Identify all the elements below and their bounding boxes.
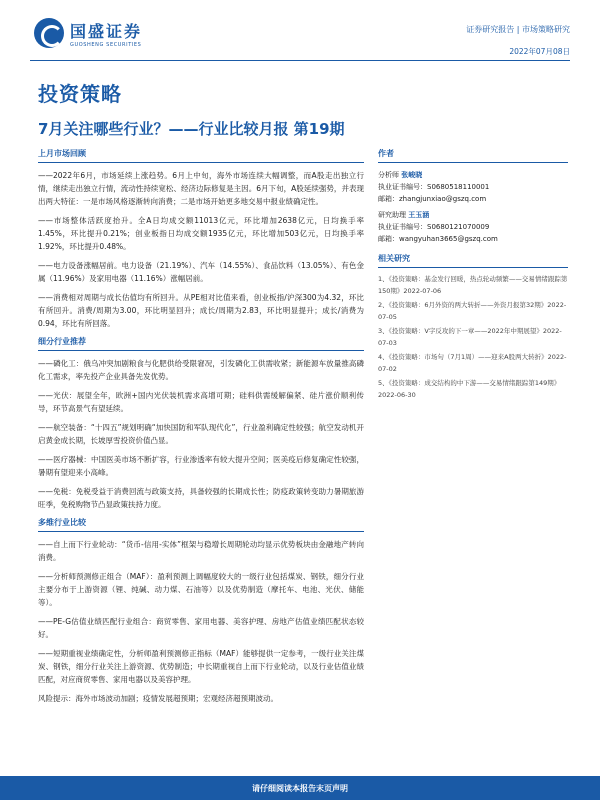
author-name: 王玉涵 xyxy=(408,211,430,219)
author-heading: 作者 xyxy=(378,148,568,163)
logo-cn: 国盛证券 xyxy=(70,21,143,41)
author-cert: 执业证书编号：S0680518110001 xyxy=(378,183,490,191)
section-multi-compare: 多维行业比较 xyxy=(38,517,364,532)
sidebar xyxy=(378,148,568,404)
paragraph: ——医疗器械：中国医美市场不断扩容，行业渗透率有较大提升空间；医美疫后修复确定性较强，暑期有望迎来小高峰。 xyxy=(38,455,364,477)
author-1 xyxy=(378,169,568,181)
author-role: 研究助理 xyxy=(378,211,406,219)
related-item[interactable]: 4、《投资策略：市场句（7月1周）——迎来A股两大转折》2022-07-02 xyxy=(378,353,567,373)
paragraph: ——航空装备：“十四五”规划明确“加快国防和军队现代化”，行业盈利确定性较强；航空发动机开启黄金成长期，长坡厚雪投资价值凸显。 xyxy=(38,423,364,445)
risk-warning: 风险提示：海外市场波动加剧；疫情发展超预期；宏观经济超预期波动。 xyxy=(38,694,278,703)
logo-en: GUOSHENG SECURITIES xyxy=(70,41,142,48)
related-heading: 相关研究 xyxy=(378,253,568,268)
author-role: 分析师 xyxy=(378,171,399,179)
page-header xyxy=(0,0,600,64)
related-item[interactable]: 5、《投资策略：成交结构的中下游——交易情绪跟踪第149期》2022-06-30 xyxy=(378,379,561,399)
header-divider xyxy=(30,60,570,61)
related-item[interactable]: 3、《投资策略：V字反攻的下一章——2022年中期展望》2022-07-03 xyxy=(378,327,562,347)
paragraph: ——消费相对周期与成长估值均有所回升。从PE相对比值来看，创业板指/沪深300为4.32，环比有所回升。消费/周期为3.00，环比明显回升；成长/周期为2.83，环比明显提升；成长/消费为0.94，环比有所回落。 xyxy=(38,293,364,328)
paragraph: ——2022年6月，市场延续上涨趋势。6月上中旬，海外市场连续大幅调整，而A股走出独立行情，继续走出独立行情，流动性持续宽松、经济边际修复是主因。6月下旬，A股延续强势，并表现出两大特征：一是市场风格逐渐转向消费；二是市场开始更多地交易中报业绩确定性。 xyxy=(38,171,364,206)
author-cert: 执业证书编号：S0680121070009 xyxy=(378,223,490,231)
page-title: 7月关注哪些行业？——行业比较月报 第19期 xyxy=(38,120,345,138)
company-logo xyxy=(34,18,142,48)
paragraph: ——PE-G估值业绩匹配行业组合：商贸零售、家用电器、美容护理、房地产估值业绩匹配状态较好。 xyxy=(38,617,364,639)
section-industry-picks: 细分行业推荐 xyxy=(38,336,364,351)
page-footer xyxy=(0,776,600,800)
report-date: 2022年07月08日 xyxy=(509,47,570,56)
paragraph: ——短期重视业绩确定性，分析师盈利预测修正指标（MAF）能够提供一定参考，一级行业关注煤炭、钢铁，细分行业关注上游资源、优势制造；中长期重视自上而下行业轮动，以及行业估值业绩匹配，对应商贸零售、家用电器以及美容护理。 xyxy=(38,649,364,684)
section-market-review: 上月市场回顾 xyxy=(38,148,364,163)
paragraph: ——磷化工：俄乌冲突加剧粮食与化肥供给受限窘况，引发磷化工供需收紧；新能源车放量推高磷化工需求，率先投产企业具备先发优势。 xyxy=(38,359,364,381)
author-name: 张峻晓 xyxy=(401,171,423,179)
paragraph: ——自上而下行业轮动：“货币-信用-实体”框架与稳增长周期轮动均显示优势板块由金融地产转向消费。 xyxy=(38,540,364,562)
report-type: 投资策略 xyxy=(38,82,122,106)
footer-disclaimer: 请仔细阅读本报告末页声明 xyxy=(252,784,348,793)
main-content xyxy=(38,148,364,711)
paragraph: ——光伏：展望全年，欧洲+国内光伏装机需求高增可期；硅料供需缓解偏紧、硅片涨价顺利传导，环节高景气有望延续。 xyxy=(38,391,364,413)
paragraph: ——免税：免税受益于消费回流与政策支持，具备较强的长期成长性；防疫政策转变助力暑期旅游旺季，免税购物节凸显政策扶持力度。 xyxy=(38,487,364,509)
author-email[interactable]: 邮箱：wangyuhan3665@gszq.com xyxy=(378,235,498,243)
author-email[interactable]: 邮箱：zhangjunxiao@gszq.com xyxy=(378,195,487,203)
related-item[interactable]: 1、《投资策略：基金发行回暖，热点轮动频繁——交易情绪跟踪第150期》2022-07-06 xyxy=(378,275,568,295)
author-2 xyxy=(378,209,568,221)
paragraph: ——电力设备涨幅居前。电力设备（21.19%）、汽车（14.55%）、食品饮料（13.05%）、有色金属（11.96%）及家用电器（11.16%）涨幅居前。 xyxy=(38,261,364,283)
paragraph: ——分析师预测修正组合（MAF）：盈利预测上调幅度较大的一级行业包括煤炭、钢铁，细分行业主要分布于上游资源（锂、纯碱、动力煤、石油等）以及优势制造（摩托车、电池、光伏、储能等）。 xyxy=(38,572,364,607)
related-item[interactable]: 2、《投资策略：6月外资的两大转折——外资月报第32期》2022-07-05 xyxy=(378,301,567,321)
paragraph: ——市场整体活跃度抬升。全A日均成交额11013亿元，环比增加2638亿元，日均换手率1.45%，环比提升0.21%；创业板指日均成交额1935亿元，环比增加503亿元，日均换手率1.92%，环比提升0.48%。 xyxy=(38,216,364,251)
doc-nav: 证券研究报告 | 市场策略研究 xyxy=(466,25,570,34)
logo-icon xyxy=(34,18,64,48)
